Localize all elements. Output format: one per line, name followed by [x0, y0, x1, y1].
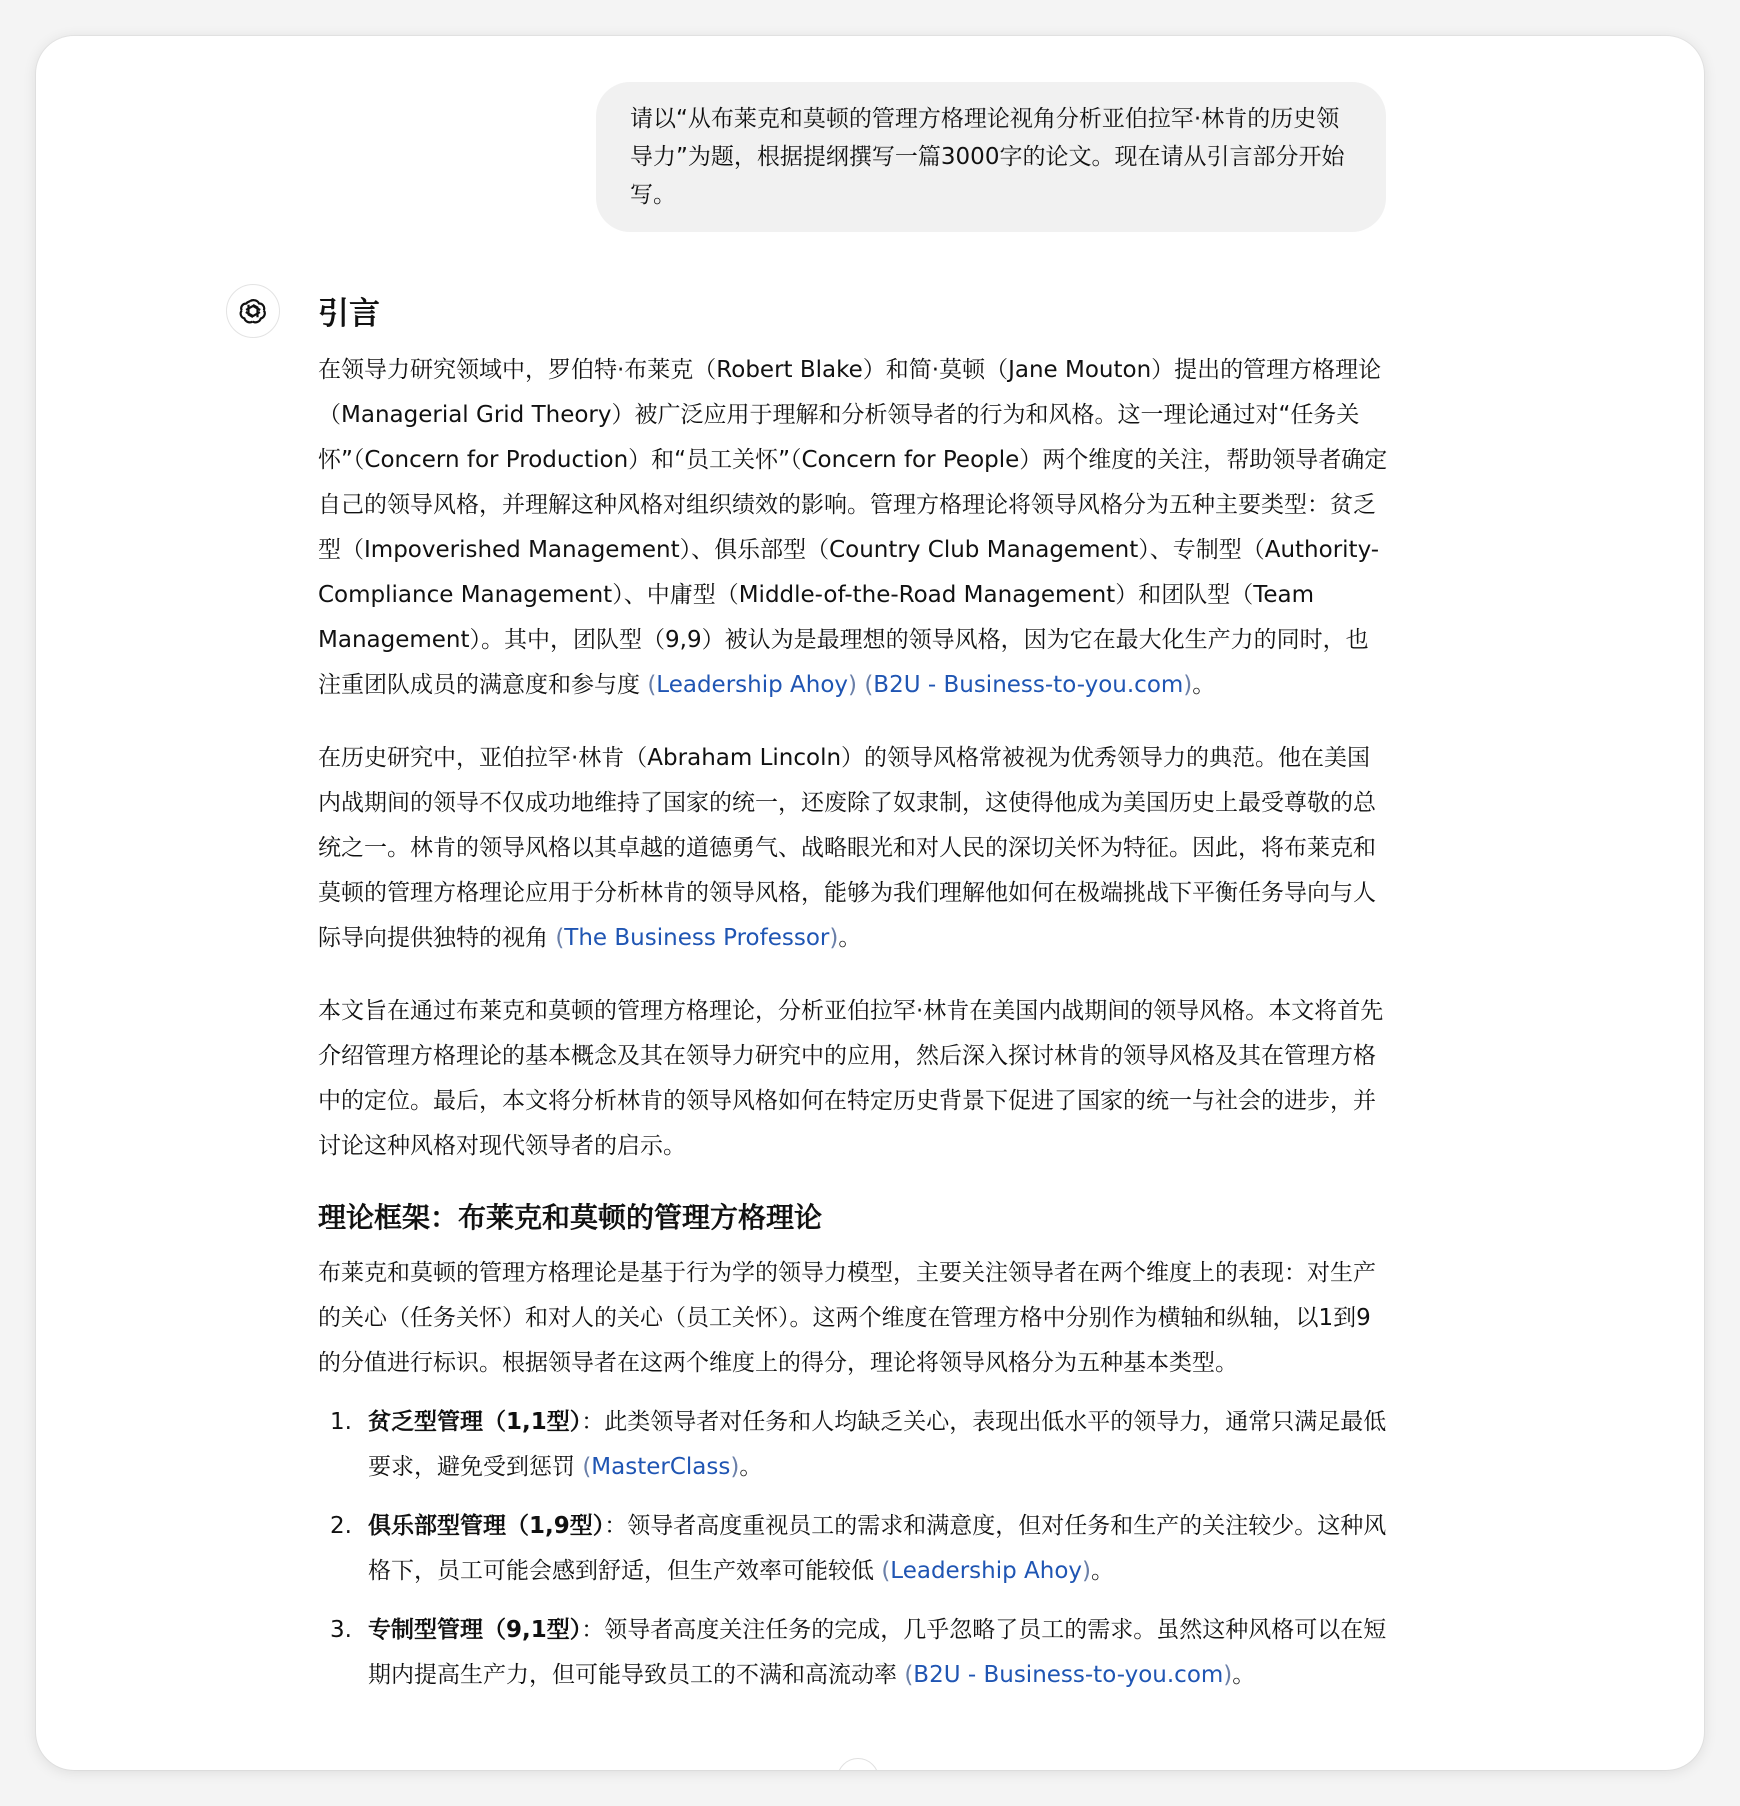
intro-paragraph-2: 在历史研究中，亚伯拉罕·林肯（Abraham Lincoln）的领导风格常被视为优秀领导力的典范。他在美国内战期间的领导不仅成功地维持了国家的统一，还废除了奴隶制，这使得他成为美国历史上最受尊敬的总统之一。林肯的领导风格以其卓越的道德勇气、战略眼光和对人民的深切关怀为特征。因此，将布莱克和莫顿的管理方格理论应用于分析林肯的领导风格，能够为我们理解他如何在极端挑战下平衡任务导向与人际导向提供独特的视角 (The Business Professor)。: [318, 745, 1376, 951]
paragraph-text: 在历史研究中，亚伯拉罕·林肯（Abraham Lincoln）的领导风格常被视为优秀领导力的典范。他在美国内战期间的领导不仅成功地维持了国家的统一，还废除了奴隶制，这使得他成为美国历史上最受尊敬的总统之一。林肯的领导风格以其卓越的道德勇气、战略眼光和对人民的深切关怀为特征。因此，将布莱克和莫顿的管理方格理论应用于分析林肯的领导风格，能够为我们理解他如何在极端挑战下平衡任务导向与人际导向提供独特的视角: [318, 745, 1376, 951]
list-item: 2. 俱乐部型管理（1,9型）：领导者高度重视员工的需求和满意度，但对任务和生产的关注较少。这种风格下，员工可能会感到舒适，但生产效率可能较低 (Leadership Ahoy)。: [330, 1513, 1387, 1584]
assistant-avatar: [226, 284, 280, 338]
paragraph-text: 布莱克和莫顿的管理方格理论是基于行为学的领导力模型，主要关注领导者在两个维度上的表现：对生产的关心（任务关怀）和对人的关心（员工关怀）。这两个维度在管理方格中分别作为横轴和纵轴，以1到9的分值进行标识。根据领导者在这两个维度上的得分，理论将领导风格分为五种基本类型。: [318, 1260, 1376, 1376]
user-message-text: 请以“从布莱克和莫顿的管理方格理论视角分析亚伯拉罕·林肯的历史领导力”为题，根据提纲撰写一篇3000字的论文。现在请从引言部分开始写。: [630, 106, 1345, 208]
list-item: 3. 专制型管理（9,1型）：领导者高度关注任务的完成，几乎忽略了员工的需求。虽然这种风格可以在短期内提高生产力，但可能导致员工的不满和高流动率 (B2U - Business-to-you.com)。: [330, 1617, 1387, 1688]
intro-paragraph-1: 在领导力研究领域中，罗伯特·布莱克（Robert Blake）和简·莫顿（Jane Mouton）提出的管理方格理论（Managerial Grid Theory）被广泛应用于理解和分析领导者的行为和风格。这一理论通过对“任务关怀”（Concern for Production）和“员工关怀”（Concern for People）两个维度的关注，帮助领导者确定自己的领导风格，并理解这种风格对组织绩效的影响。管理方格理论将领导风格分为五种主要类型：贫乏型（Impoverished Management）、俱乐部型（Country Club Management）、专制型（Authority-Compliance Management）、中庸型（Middle-of-the-Road Management）和团队型（Team Management）。其中，团队型（9,9）被认为是最理想的领导风格，因为它在最大化生产力的同时，也注重团队成员的满意度和参与度 (Leadership Ahoy) (B2U - Business-to-you.com)。: [318, 357, 1388, 698]
citation-link[interactable]: (B2U - Business-to-you.com): [904, 1662, 1233, 1688]
paragraph-text: 本文旨在通过布莱克和莫顿的管理方格理论，分析亚伯拉罕·林肯在美国内战期间的领导风格。本文将首先介绍管理方格理论的基本概念及其在领导力研究中的应用，然后深入探讨林肯的领导风格及其在管理方格中的定位。最后，本文将分析林肯的领导风格如何在特定历史背景下促进了国家的统一与社会的进步，并讨论这种风格对现代领导者的启示。: [318, 998, 1384, 1159]
assistant-message: [318, 294, 1388, 1712]
list-item: 1. 贫乏型管理（1,1型）：此类领导者对任务和人均缺乏关心，表现出低水平的领导力，通常只满足最低要求，避免受到惩罚 (MasterClass)。: [330, 1409, 1387, 1480]
intro-paragraph-3: [318, 989, 1388, 1169]
citation-link[interactable]: (Leadership Ahoy): [881, 1558, 1091, 1584]
paragraph-text: 在领导力研究领域中，罗伯特·布莱克（Robert Blake）和简·莫顿（Jane Mouton）提出的管理方格理论（Managerial Grid Theory）被广泛应用于理解和分析领导者的行为和风格。这一理论通过对“任务关怀”（Concern for Production）和“员工关怀”（Concern for People）两个维度的关注，帮助领导者确定自己的领导风格，并理解这种风格对组织绩效的影响。管理方格理论将领导风格分为五种主要类型：贫乏型（Impoverished Management）、俱乐部型（Country Club Management）、专制型（Authority-Compliance Management）、中庸型（Middle-of-the-Road Management）和团队型（Team Management）。其中，团队型（9,9）被认为是最理想的领导风格，因为它在最大化生产力的同时，也注重团队成员的满意度和参与度: [318, 357, 1388, 698]
user-message-bubble: [596, 82, 1386, 232]
scroll-down-icon[interactable]: [837, 1758, 879, 1770]
intro-heading: 引言: [318, 296, 380, 332]
list-item-title: 专制型管理（9,1型）: [368, 1617, 582, 1643]
citation-link[interactable]: (MasterClass): [582, 1454, 740, 1480]
list-item-title: 贫乏型管理（1,1型）: [368, 1409, 582, 1435]
framework-heading: 理论框架：布莱克和莫顿的管理方格理论: [318, 1201, 823, 1234]
framework-paragraph: [318, 1251, 1388, 1386]
leadership-styles-list: [318, 1400, 1388, 1698]
citation-link[interactable]: (The Business Professor): [555, 925, 839, 951]
citation-link[interactable]: (Leadership Ahoy): [647, 672, 857, 698]
chat-window: [36, 36, 1704, 1770]
list-item-title: 俱乐部型管理（1,9型）: [368, 1513, 605, 1539]
openai-logo-icon: [237, 295, 269, 327]
citation-link[interactable]: (B2U - Business-to-you.com): [864, 672, 1193, 698]
